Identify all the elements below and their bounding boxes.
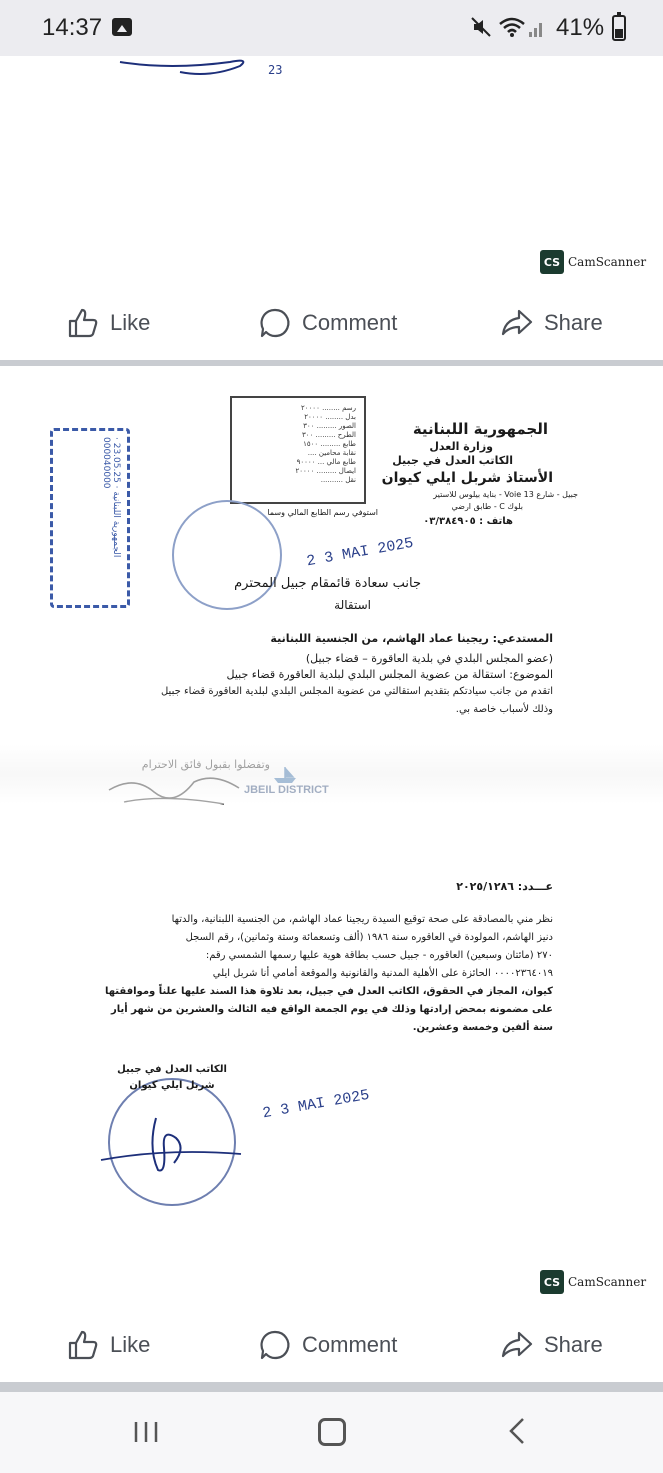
doc-petitioner: المستدعي: ريجينا عماد الهاشم، من الجنسية اللبنانية — [270, 632, 553, 645]
like-button-2[interactable] — [66, 1328, 150, 1362]
comment-label: Comment — [302, 1332, 398, 1357]
doc-number: عـــدد: ٢٠٢٥/١٢٨٦ — [456, 880, 553, 893]
doc-body-2: وذلك لأسباب خاصة بي. — [455, 704, 553, 715]
fee-note: استوفي رسم الطابع المالي وسما — [267, 508, 378, 517]
post-image-top[interactable] — [0, 56, 663, 284]
doc-cert-line-4: ٠٠٠٠٢٣٦٤٠١٩ الحائزة على الأهلية المدنية والقانونية والموقعة أمامي أنا شربل ايلي — [212, 968, 553, 979]
doc-member: (عضو المجلس البلدي في بلدية العاقورة – قضاء جبيل) — [305, 652, 553, 665]
mute-icon — [470, 16, 492, 38]
doc-notary-title: الكاتب العدل في جبيل — [392, 454, 513, 467]
home-icon[interactable] — [318, 1418, 346, 1446]
comment-button-2[interactable] — [258, 1328, 397, 1362]
comment-button[interactable] — [258, 306, 397, 340]
doc-notary-name: الأستاذ شربل ايلي كيوان — [381, 470, 553, 486]
share-icon — [500, 1328, 534, 1362]
post-actions-2 — [0, 1308, 663, 1382]
camscanner-logo: CS — [540, 250, 564, 274]
share-label: Share — [544, 1332, 603, 1357]
doc-cert-line-3: ٢٧٠ (مائتان وسبعين) العاقوره - جبيل حسب بطاقة هوية عليها رسمها الشمسي رقم: — [205, 950, 553, 961]
doc-address-2: بلوك C - طابق ارضي — [451, 502, 523, 511]
camscanner-logo-2: CS — [540, 1270, 564, 1294]
gallery-icon — [112, 18, 132, 36]
like-label: Like — [110, 310, 151, 335]
share-label: Share — [544, 310, 603, 335]
doc-subject-title: استقالة — [334, 598, 371, 612]
doc-body-1: اتقدم من جانب سيادتكم بتقديم استقالتي من عضوية المجلس البلدي لبلدية العاقورة قضاء جبيل — [160, 686, 553, 697]
svg-text:23: 23 — [268, 63, 283, 77]
comment-icon — [258, 306, 292, 340]
doc-phone: هاتف : ٠٣/٣٨٤٩٠٥ — [423, 516, 513, 527]
share-button[interactable] — [500, 306, 603, 340]
signal-icon — [528, 18, 546, 38]
notary-signature — [96, 1108, 246, 1178]
comment-icon — [258, 1328, 292, 1362]
doc-republic: الجمهورية اللبنانية — [412, 420, 548, 438]
doc-cert-line-2: دنيز الهاشم، المولودة في العاقوره سنة ١٩٨٦ (ألف وتسعمائة وستة وثمانين)، رقم السجل — [185, 932, 553, 943]
battery-percentage: 41% — [556, 14, 605, 41]
camscanner-label: CamScanner — [568, 255, 647, 269]
date-stamp-bottom: 2 3 MAI 2025 — [261, 1086, 371, 1123]
doc-subject: الموضوع: استقالة من عضوية المجلس البلدي لبلدية العاقورة قضاء جبيل — [226, 668, 553, 681]
doc-cert-line-1: نظر مني بالمصادقة على صحة توقيع السيدة ريجينا عماد الهاشم، من الجنسية اللبنانية، والدتها — [171, 914, 553, 925]
like-label: Like — [110, 1332, 151, 1357]
post-actions-1 — [0, 286, 663, 360]
date-stamp-top: 2 3 MAI 2025 — [305, 534, 415, 571]
wifi-icon — [498, 16, 526, 38]
share-icon — [500, 306, 534, 340]
camscanner-label-2: CamScanner — [568, 1275, 647, 1289]
camscanner-watermark — [540, 250, 646, 274]
official-stamp-left: الجمهورية اللبنانية · 23.05.25 · 000040000 — [50, 428, 130, 608]
doc-ministry: وزارة العدل — [429, 440, 493, 453]
scan-artifact — [0, 744, 663, 804]
back-icon[interactable] — [505, 1416, 529, 1446]
status-bar — [0, 0, 663, 56]
notary-sign-name: شربل ايلي كيوان — [129, 1080, 215, 1091]
fee-box: رسم ........ ٢٠٠٠٠ بدل ........ ٢٠٠٠٠ الصور ......... ٣٠٠ الطرح ......... ٣٠٠ طابع ......... ١٥٠٠ نقابة محامين .... طابع مالي ... ٩٠٠٠٠ ايصال ......... ٢٠٠٠٠ نقل .......... — [230, 396, 366, 504]
doc-addressee: جانب سعادة قائمقام جبيل المحترم — [234, 576, 421, 591]
post-divider-2 — [0, 1382, 663, 1392]
doc-cert-line-7: سنة ألفين وخمسة وعشرين. — [412, 1022, 553, 1033]
status-time: 14:37 — [42, 14, 103, 41]
share-button-2[interactable] — [500, 1328, 603, 1362]
comment-label: Comment — [302, 310, 398, 335]
battery-icon — [612, 15, 626, 41]
recents-icon[interactable] — [132, 1420, 160, 1444]
signature-fragment — [110, 56, 310, 86]
notary-sign-title: الكاتب العدل في جبيل — [117, 1064, 227, 1075]
like-icon — [66, 1328, 100, 1362]
navigation-bar — [0, 1392, 663, 1473]
doc-cert-line-5: كيوان، المجاز في الحقوق، الكاتب العدل في جبيل، بعد تلاوة هذا السند عليها علناً وموافقتها — [104, 986, 553, 997]
doc-address-1: جبيل - شارع Voie 13 - بناية بيلوس للاستير — [433, 490, 578, 499]
post-image-document[interactable] — [0, 366, 663, 1310]
like-icon — [66, 306, 100, 340]
camscanner-watermark-2 — [540, 1270, 646, 1294]
official-seal — [172, 500, 282, 610]
doc-cert-line-6: على مضمونه بمحض إرادتها وذلك في يوم الجمعة الواقع فيه الثالث والعشرين من شهر أيار — [110, 1004, 553, 1015]
like-button[interactable] — [66, 306, 150, 340]
